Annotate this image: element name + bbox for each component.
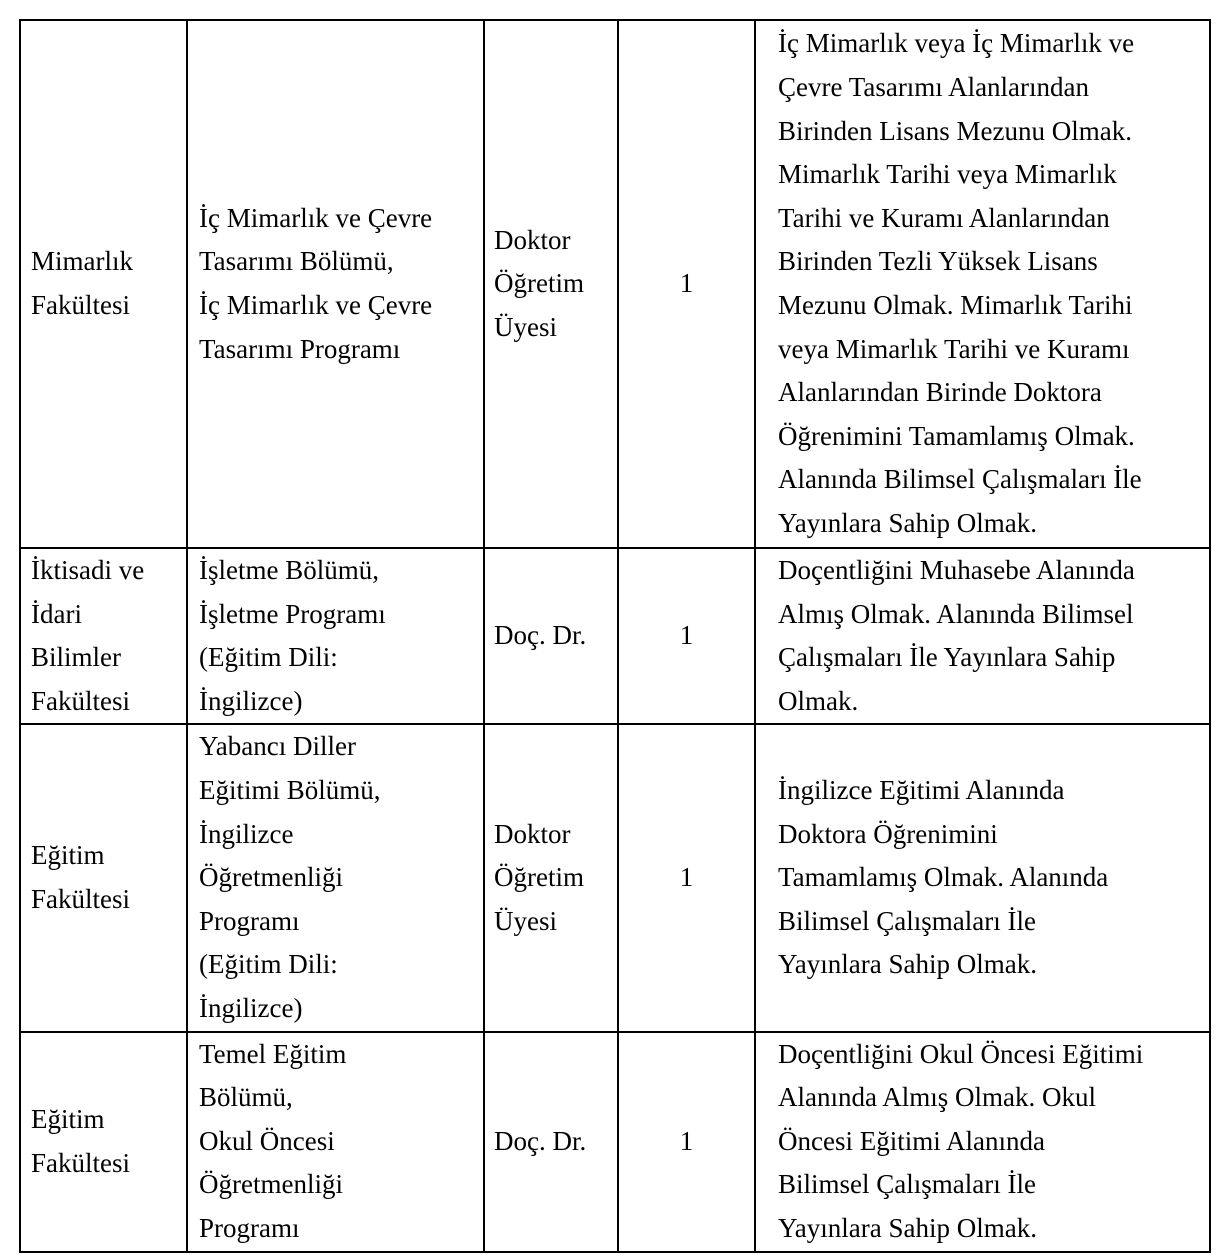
cell-line: Yabancı Diller xyxy=(199,731,356,762)
cell-line: Alanında Bilimsel Çalışmaları İle xyxy=(778,464,1142,495)
cell-line: İç Mimarlık ve Çevre xyxy=(199,290,433,320)
cell-line: Yayınlara Sahip Olmak. xyxy=(778,1212,1037,1243)
cell-line: Olmak. xyxy=(778,685,859,716)
cell-line: Doktor xyxy=(494,224,571,255)
cell-line: Doktora Öğrenimini xyxy=(778,818,998,849)
cell-line: Bilimler xyxy=(31,642,121,673)
cell-line: 1 xyxy=(679,862,694,893)
cell-line: Programı xyxy=(199,905,300,936)
cell-line: 1 xyxy=(679,1125,694,1156)
cell-line: Tarihi ve Kuramı Alanlarından xyxy=(778,202,1110,233)
cell-line: Mimarlık xyxy=(31,246,133,277)
cell-line: Temel Eğitim xyxy=(199,1038,347,1069)
table-row xyxy=(20,724,1210,1031)
cell-line: Çalışmaları İle Yayınlara Sahip xyxy=(778,642,1116,673)
requirements-cell xyxy=(755,20,1210,548)
count-cell xyxy=(618,724,755,1031)
cell-line: (Eğitim Dili: xyxy=(199,642,338,673)
cell-line: Çevre Tasarımı Alanlarından xyxy=(778,72,1090,103)
cell-line: İktisadi ve xyxy=(31,555,145,585)
title-cell xyxy=(484,20,618,548)
cell-line: Alanında Almış Olmak. Okul xyxy=(778,1082,1096,1113)
cell-line: 1 xyxy=(679,268,694,299)
count-cell xyxy=(618,548,755,724)
cell-line: Öğretim xyxy=(494,862,584,893)
cell-line: Tamamlamış Olmak. Alanında xyxy=(778,862,1109,893)
count-cell xyxy=(618,1032,755,1252)
cell-line: Birinden Tezli Yüksek Lisans xyxy=(778,246,1098,277)
table-row xyxy=(20,548,1210,724)
cell-line: Birinden Lisans Mezunu Olmak. xyxy=(778,115,1132,146)
cell-line: Doçentliğini Okul Öncesi Eğitimi xyxy=(778,1038,1144,1069)
count-cell xyxy=(618,20,755,548)
department-cell xyxy=(187,724,484,1031)
cell-line: Fakültesi xyxy=(31,290,130,320)
cell-line: Doç. Dr. xyxy=(494,1125,587,1156)
cell-line: Üyesi xyxy=(494,311,557,342)
cell-line: İşletme Bölümü, xyxy=(199,555,379,585)
requirements-cell xyxy=(755,548,1210,724)
cell-line: Doktor xyxy=(494,818,571,849)
cell-line: İngilizce Eğitimi Alanında xyxy=(778,774,1065,805)
cell-line: Doçentliğini Muhasebe Alanında xyxy=(778,555,1135,585)
cell-line: İç Mimarlık ve Çevre xyxy=(199,202,433,233)
cell-line: Eğitim xyxy=(31,1103,105,1134)
cell-line: Tasarımı Programı xyxy=(199,333,401,364)
title-cell xyxy=(484,548,618,724)
cell-line: Bölümü, xyxy=(199,1082,293,1113)
cell-line: Yayınlara Sahip Olmak. xyxy=(778,949,1037,980)
cell-line: Öğretmenliği xyxy=(199,1169,343,1200)
cell-line: İdari xyxy=(31,598,82,629)
cell-line: 1 xyxy=(679,620,694,651)
faculty-cell xyxy=(20,20,187,548)
cell-line: Alanlarından Birinde Doktora xyxy=(778,377,1102,408)
department-cell xyxy=(187,20,484,548)
requirements-cell xyxy=(755,1032,1210,1252)
cell-line: İşletme Programı xyxy=(199,598,386,629)
cell-line: Öğretim xyxy=(494,268,584,299)
cell-line: İngilizce) xyxy=(199,685,303,716)
title-cell xyxy=(484,724,618,1031)
cell-line: Mezunu Olmak. Mimarlık Tarihi xyxy=(778,290,1133,320)
cell-line: Eğitimi Bölümü, xyxy=(199,774,381,805)
cell-line: Öncesi Eğitimi Alanında xyxy=(778,1125,1045,1156)
cell-line: Fakültesi xyxy=(31,1147,130,1178)
department-cell xyxy=(187,548,484,724)
faculty-cell xyxy=(20,724,187,1031)
department-cell xyxy=(187,1032,484,1252)
cell-line: Öğretmenliği xyxy=(199,862,343,893)
cell-line: Fakültesi xyxy=(31,685,130,716)
cell-line: İngilizce) xyxy=(199,992,303,1023)
cell-line: Tasarımı Bölümü, xyxy=(199,246,394,277)
title-cell xyxy=(484,1032,618,1252)
cell-line: Yayınlara Sahip Olmak. xyxy=(778,507,1037,538)
cell-line: Okul Öncesi xyxy=(199,1125,335,1156)
cell-line: veya Mimarlık Tarihi ve Kuramı xyxy=(778,333,1130,364)
cell-line: Mimarlık Tarihi veya Mimarlık xyxy=(778,159,1117,190)
cell-line: İngilizce xyxy=(199,818,294,849)
cell-line: Eğitim xyxy=(31,840,105,871)
cell-line: Fakültesi xyxy=(31,883,130,914)
cell-line: Doç. Dr. xyxy=(494,620,587,651)
cell-line: Programı xyxy=(199,1212,300,1243)
table-row xyxy=(20,20,1210,548)
table-row xyxy=(20,1032,1210,1252)
cell-line: İç Mimarlık veya İç Mimarlık ve xyxy=(778,28,1135,59)
position-table xyxy=(19,19,1211,1253)
cell-line: Bilimsel Çalışmaları İle xyxy=(778,905,1036,936)
cell-line: Almış Olmak. Alanında Bilimsel xyxy=(778,598,1134,629)
faculty-cell xyxy=(20,1032,187,1252)
requirements-cell xyxy=(755,724,1210,1031)
cell-line: Bilimsel Çalışmaları İle xyxy=(778,1169,1036,1200)
cell-line: Öğrenimini Tamamlamış Olmak. xyxy=(778,420,1135,451)
cell-line: (Eğitim Dili: xyxy=(199,949,338,980)
faculty-cell xyxy=(20,548,187,724)
cell-line: Üyesi xyxy=(494,905,557,936)
